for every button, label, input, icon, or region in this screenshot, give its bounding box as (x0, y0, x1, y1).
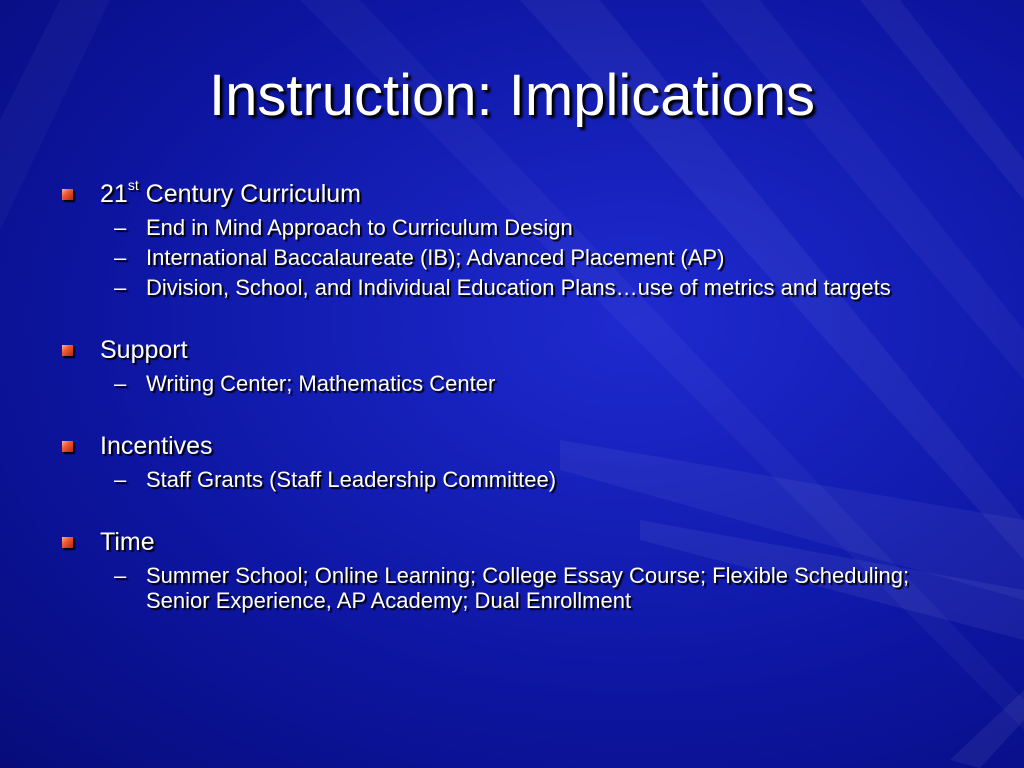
sub-item (60, 275, 960, 300)
sub-item (60, 467, 960, 492)
sub-item-text: International Baccalaureate (IB); Advanced Placement (AP) (146, 245, 725, 270)
sub-item (60, 371, 960, 396)
bullet-item (60, 178, 960, 210)
bullet-item (60, 430, 960, 462)
sub-item-text: End in Mind Approach to Curriculum Design (146, 215, 573, 240)
bullet-list (60, 178, 960, 613)
dash-icon: – (114, 245, 127, 270)
bullet-square-icon (62, 345, 73, 356)
sub-item (60, 563, 960, 613)
bullet-text: Time (100, 528, 155, 556)
bullet-text: Support (100, 336, 188, 364)
dash-icon: – (114, 371, 127, 396)
bullet-square-icon (62, 189, 73, 200)
bullet-square-icon (62, 537, 73, 548)
sub-item-text: Writing Center; Mathematics Center (146, 371, 496, 396)
bullet-square-icon (62, 441, 73, 452)
sub-item-text: Summer School; Online Learning; College Essay Course; Flexible Scheduling; Senior Experience, AP Academy; Dual Enrollment (146, 563, 910, 613)
bullet-text: Century Curriculum (138, 180, 361, 208)
bullet-text: Incentives (100, 432, 213, 460)
dash-icon: – (114, 215, 127, 240)
bullet-superscript: st (127, 176, 139, 193)
sub-item (60, 215, 960, 240)
sub-item-text: Staff Grants (Staff Leadership Committee) (146, 467, 557, 492)
slide-title: Instruction: Implications (208, 63, 816, 128)
bullet-item (60, 526, 960, 558)
bullet-item (60, 334, 960, 366)
dash-icon: – (114, 467, 127, 492)
bullet-number: 21 (100, 180, 128, 208)
sub-item (60, 245, 960, 270)
sub-item-text: Division, School, and Individual Education Plans…use of metrics and targets (146, 275, 891, 300)
dash-icon: – (114, 275, 127, 300)
dash-icon: – (114, 563, 127, 588)
